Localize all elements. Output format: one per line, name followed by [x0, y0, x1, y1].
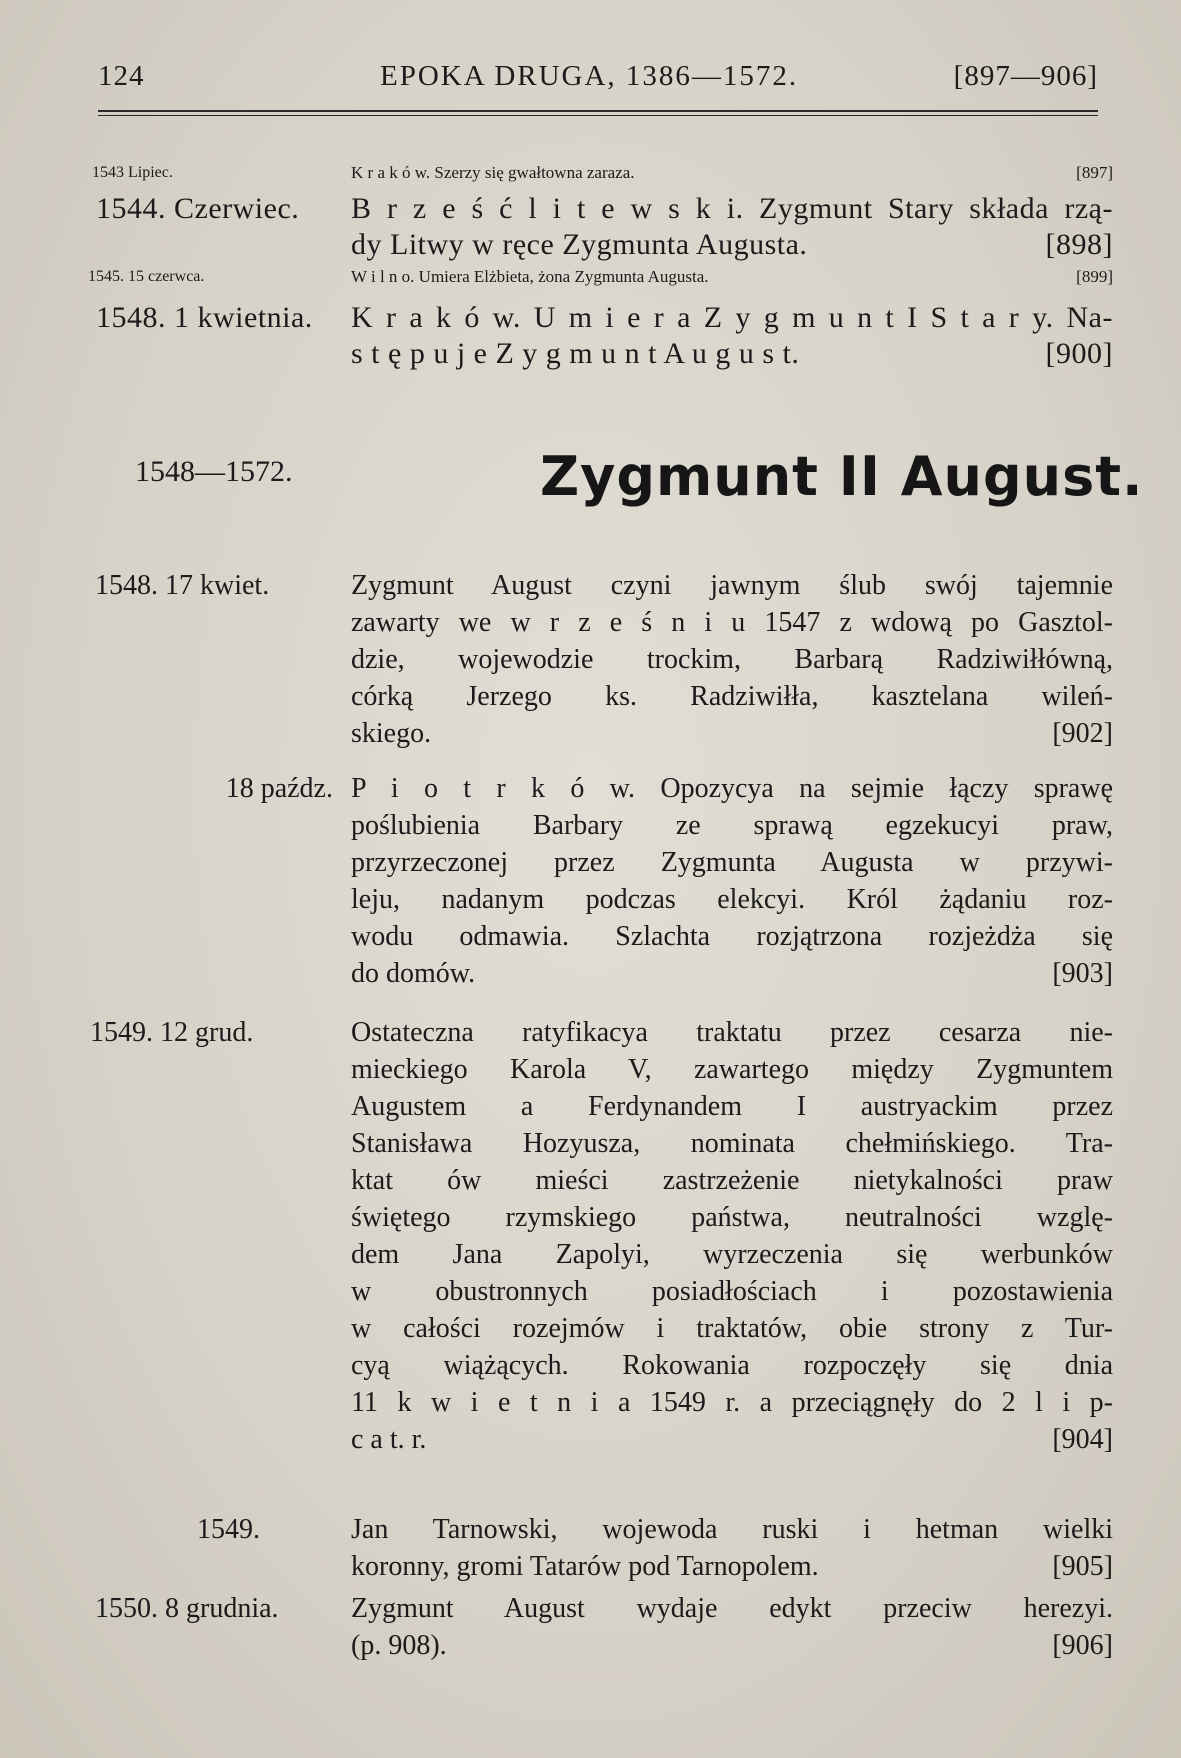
entry-date: 1545. 15 czerwca. — [88, 268, 205, 285]
entry-text — [351, 262, 1113, 292]
entry-line: świętego rzymskiego państwa, neutralności wzglę- — [351, 1202, 1113, 1233]
entry-text — [351, 1511, 1113, 1585]
running-title: EPOKA DRUGA, 1386—1572. — [380, 60, 799, 92]
entry-ref: [899] — [1076, 267, 1113, 286]
entry-ref: [903] — [1052, 958, 1113, 989]
header-rule — [98, 110, 1098, 112]
entry-line: do domów. [903] — [351, 955, 1113, 992]
entry-ref: [897] — [1076, 163, 1113, 182]
entry-text — [351, 300, 1113, 372]
entry-line: dzie, wojewodzie trockim, Barbarą Radziwiłłówną, — [351, 644, 1113, 675]
entry-line: K r a k ó w. Szerzy się gwałtowna zaraza. [897] — [351, 158, 1113, 188]
entry-line: Augustem a Ferdynandem I austryackim przez — [351, 1091, 1113, 1122]
entry-line: poślubienia Barbary ze sprawą egzekucyi praw, — [351, 810, 1113, 841]
entry-line: W i l n o. Umiera Elżbieta, żona Zygmunta Augusta. [899] — [351, 262, 1113, 292]
entry-line: dy Litwy w ręce Zygmunta Augusta. [898] — [351, 228, 1113, 261]
entry-line: Zygmunt August czyni jawnym ślub swój tajemnie — [351, 570, 1113, 601]
entry-line: c a t. r. [904] — [351, 1421, 1113, 1458]
entry-line: wodu odmawia. Szlachta rozjątrzona rozjeżdża się — [351, 921, 1113, 952]
entry-line: Zygmunt August wydaje edykt przeciw herezyi. — [351, 1593, 1113, 1624]
page-header — [98, 60, 1098, 104]
section-title: Zygmunt II August. — [540, 445, 1144, 508]
entry-date: 1543 Lipiec. — [92, 164, 173, 181]
entry-text — [351, 567, 1113, 752]
entry-ref: [905] — [1052, 1551, 1113, 1582]
entry-line: mieckiego Karola V, zawartego między Zygmuntem — [351, 1054, 1113, 1085]
entry-line: P i o t r k ó w. Opozycya na sejmie łączy sprawę — [351, 773, 1113, 804]
entry-text — [351, 1590, 1113, 1664]
entry-line: Jan Tarnowski, wojewoda ruski i hetman wielki — [351, 1514, 1113, 1545]
entry-line: K r a k ó w. U m i e r a Z y g m u n t I S t a r y. Na- — [351, 301, 1113, 334]
entry-line: 11 k w i e t n i a 1549 r. a przeciągnęły do 2 l i p- — [351, 1387, 1113, 1418]
page-number: 124 — [98, 60, 145, 92]
entry-ref: [902] — [1052, 718, 1113, 749]
entry-line: dem Jana Zapolyi, wyrzeczenia się werbunków — [351, 1239, 1113, 1270]
entry-line: koronny, gromi Tatarów pod Tarnopolem. [905] — [351, 1548, 1113, 1585]
entry-ref: [904] — [1052, 1424, 1113, 1455]
header-rule-thin — [98, 115, 1098, 116]
entry-date: 1549. — [197, 1514, 260, 1545]
entries-range: [897—906] — [953, 60, 1098, 92]
entry-line: cyą wiążących. Rokowania rozpoczęły się dnia — [351, 1350, 1113, 1381]
entry-text — [351, 1014, 1113, 1458]
entry-text — [351, 191, 1113, 263]
entry-line: przyrzeczonej przez Zygmunta Augusta w przywi- — [351, 847, 1113, 878]
section-date-range: 1548—1572. — [135, 455, 293, 488]
entry-text — [351, 770, 1113, 992]
entry-line: s t ę p u j e Z y g m u n t A u g u s t. [900] — [351, 337, 1113, 370]
entry-ref: [898] — [1045, 228, 1113, 261]
entry-date: 1548. 17 kwiet. — [95, 570, 270, 601]
entry-line: w całości rozejmów i traktatów, obie strony z Tur- — [351, 1313, 1113, 1344]
entry-line: Ostateczna ratyfikacya traktatu przez cesarza nie- — [351, 1017, 1113, 1048]
entry-date: 1548. 1 kwietnia. — [96, 301, 313, 334]
entry-line: B r z e ś ć l i t e w s k i. Zygmunt Stary składa rzą- — [351, 192, 1113, 225]
entry-line: córką Jerzego ks. Radziwiłła, kasztelana wileń- — [351, 681, 1113, 712]
entry-line: (p. 908). [906] — [351, 1627, 1113, 1664]
entry-line: zawarty we w r z e ś n i u 1547 z wdową po Gasztol- — [351, 607, 1113, 638]
entry-date: 1550. 8 grudnia. — [95, 1593, 279, 1624]
entry-date: 18 paźdz. — [225, 773, 333, 804]
entry-line: skiego. [902] — [351, 715, 1113, 752]
entry-line: Stanisława Hozyusza, nominata chełmińskiego. Tra- — [351, 1128, 1113, 1159]
entry-line: ktat ów mieści zastrzeżenie nietykalności praw — [351, 1165, 1113, 1196]
entry-date: 1549. 12 grud. — [90, 1017, 254, 1048]
entry-line: w obustronnych posiadłościach i pozostawienia — [351, 1276, 1113, 1307]
entry-ref: [906] — [1052, 1630, 1113, 1661]
entry-date: 1544. Czerwiec. — [96, 192, 300, 225]
entry-ref: [900] — [1045, 337, 1113, 370]
entry-line: leju, nadanym podczas elekcyi. Król żądaniu roz- — [351, 884, 1113, 915]
entry-text — [351, 158, 1113, 188]
